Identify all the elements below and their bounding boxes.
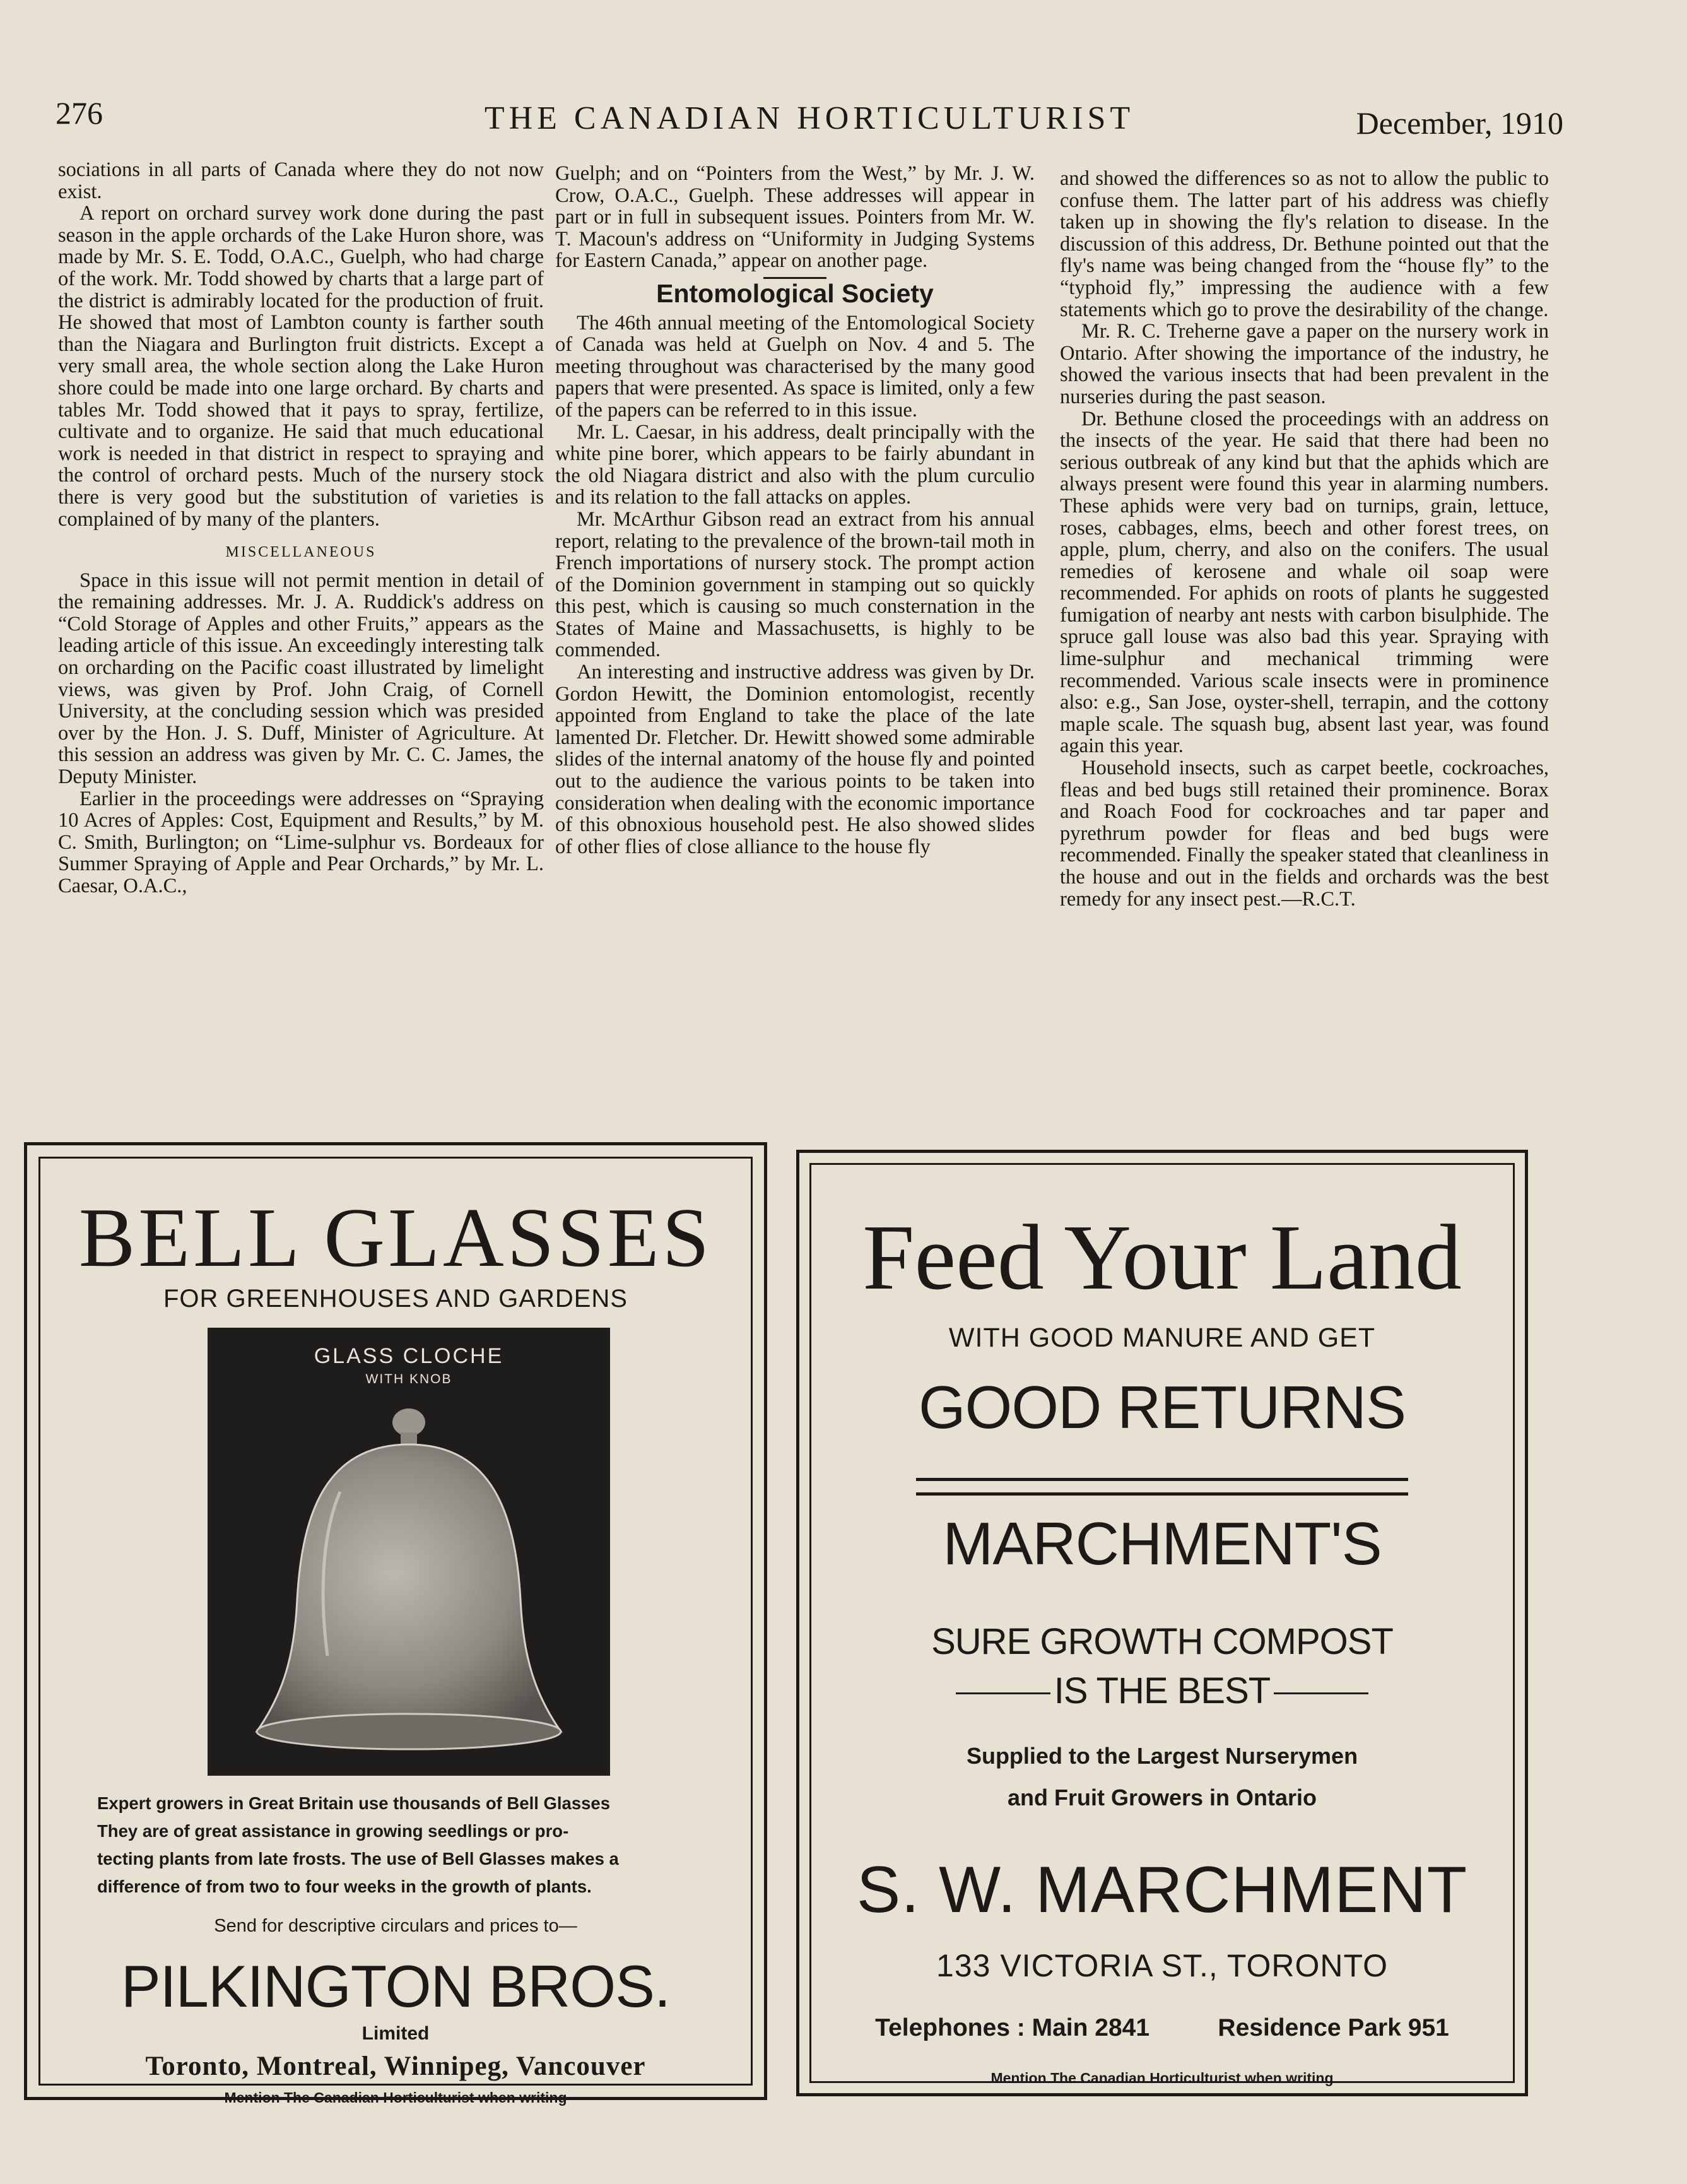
bell-glasses-advertisement — [24, 1142, 767, 2106]
advertiser-telephones: Telephones : Main 2841 Residence Park 951 — [875, 2014, 1449, 2041]
subheading-miscellaneous: MISCELLANEOUS — [225, 544, 377, 561]
paragraph: Guelph; and on “Pointers from the West,” by Mr. J. W. Crow, O.A.C., Guelph. These addresses will appear in part or in full in subsequent issues. Pointers from Mr. W. T. Macoun's address on “Uniformity in Judging Systems for Eastern Canada,” appear on another page. — [555, 162, 1035, 273]
advertiser-name: S. W. MARCHMENT — [856, 1853, 1468, 1927]
ad-headline: Feed Your Land — [862, 1206, 1462, 1309]
ad-mention-note: Mention The Canadian Horticulturist when writing — [224, 2089, 567, 2106]
product-claim — [811, 1670, 1513, 1712]
ad-subtitle: FOR GREENHOUSES AND GARDENS — [163, 1285, 628, 1313]
advertiser-name: PILKINGTON BROS. — [120, 1953, 671, 2019]
paragraph: Dr. Bethune closed the proceedings with an address on the insects of the year. He said that there had been no serious outbreak of any kind but that the aphids which are always present were found this year in alarming numbers. These aphids were very bad on turnips, grain, lettuce, roses, cabbages, elms, beech and other forest trees, on apple, plum, cherry, and also on the conifers. The usual remedies of kerosene and whale oil soap were recommended. For aphids on roots of plants he suggested fumigation of nearby ant nests with carbon bisulphide. The spruce gall louse was also bad this year. Spraying with lime-sulphur and mechanical trimming were recommended. Various scale insects were in prominence also: e.g., San Jose, oyster-shell, terrapin, and the cottony maple scale. The squash bug, absent last year, was found again this year. — [1060, 407, 1549, 758]
advertiser-cities: Toronto, Montreal, Winnipeg, Vancouver — [145, 2051, 646, 2081]
glass-cloche-photo — [208, 1328, 610, 1776]
article-column-1 — [58, 159, 544, 897]
marchment-compost-advertisement — [796, 1150, 1528, 2096]
ad-description-line: They are of great assistance in growing seedlings or pro- — [97, 1821, 569, 1841]
ad-inner-border — [809, 1163, 1515, 2086]
paragraph: Household insects, such as carpet beetle, cockroaches, fleas and bed bugs still retained their prominence. Borax and Roach Food for cockroaches and tar paper and pyrethrum powder for fleas and bed bugs were recommended. Finally the speaker stated that cleanliness in the house and out in the fields and orchards was the best remedy for any insect pest.—R.C.T. — [1060, 757, 1549, 911]
ad-tagline-bold: GOOD RETURNS — [918, 1374, 1406, 1441]
paragraph: Mr. L. Caesar, in his address, dealt principally with the white pine borer, which appears to be fairly abundant in the old Niagara district and also with the plum curculio and its relation to the fall attacks on apples. — [555, 420, 1035, 509]
ad-mention-note: Mention The Canadian Horticulturist when writing — [990, 2070, 1334, 2086]
ad-description-line: difference of from two to four weeks in the growth of plants. — [97, 1877, 592, 1896]
ad-description — [97, 1790, 694, 1901]
paragraph: sociations in all parts of Canada where they do not now exist. — [58, 158, 544, 203]
page-header — [56, 95, 1563, 151]
paragraph: Space in this issue will not permit mention in detail of the remaining addresses. Mr. J. A. Ruddick's address on “Cold Storage of Apples and other Fruits,” appears as the leading article of this issue. An exceedingly interesting talk on orcharding on the Pacific coast illustrated by limelight views, was given by Prof. John Craig, of Cornell University, at the concluding session which was presided over by the Hon. J. S. Duff, Minister of Agriculture. At this session an address was given by Mr. C. C. James, the Deputy Minister. — [58, 569, 544, 789]
advertiser-suffix: Limited — [362, 2023, 430, 2044]
section-title: Entomological Society — [656, 278, 934, 308]
advertiser-address: 133 VICTORIA ST., TORONTO — [936, 1948, 1388, 1983]
dash-rule — [956, 1692, 1050, 1694]
article-column-3 — [1060, 168, 1549, 910]
paragraph: Earlier in the proceedings were addresses on “Spraying 10 Acres of Apples: Cost, Equipment and Results,” by M. C. Smith, Burlington; on “Lime-sulphur vs. Bordeaux for Summer Spraying of Apple and Pear Orchards,” by Mr. L. Caesar, O.A.C., — [58, 787, 544, 897]
paragraph: and showed the differences so as not to allow the public to confuse them. The latter part of his address was chiefly taken up in showing the fly's relation to disease. In the discussion of this address, Dr. Bethune pointed out that the fly's name was being changed from the “house fly” to the “typhoid fly,” impressing the audience with a few statements which go to prove the desirability of the change. — [1060, 167, 1549, 321]
page-number: 276 — [56, 95, 103, 131]
double-rule — [916, 1478, 1408, 1496]
product-claim-text: IS THE BEST — [1054, 1670, 1271, 1711]
ad-description-line: Expert growers in Great Britain use thousands of Bell Glasses — [97, 1793, 611, 1813]
paragraph: Mr. McArthur Gibson read an extract from his annual report, relating to the prevalence of the brown-tail moth in French importations of nursery stock. The prompt action of the Dominion government in stamping out so quickly this pest, which is causing so much consternation in the States of Maine and Massachusetts, is highly to be commended. — [555, 507, 1035, 662]
ad-title: BELL GLASSES — [78, 1191, 713, 1284]
ad-inner-border — [38, 1157, 753, 2106]
photo-caption-sub: WITH KNOB — [365, 1372, 452, 1386]
product-name: SURE GROWTH COMPOST — [931, 1621, 1393, 1662]
publication-title: THE CANADIAN HORTICULTURIST — [484, 100, 1135, 136]
dash-rule — [1274, 1692, 1368, 1694]
paragraph: Mr. R. C. Treherne gave a paper on the nursery work in Ontario. After showing the importance of the industry, he showed the various insects that had been prevalent in the nurseries during the past season. — [1060, 320, 1549, 408]
article-column-2 — [555, 163, 1035, 858]
ad-supplied-line: and Fruit Growers in Ontario — [1007, 1785, 1317, 1810]
issue-date: December, 1910 — [1356, 105, 1563, 141]
ad-call-to-action: Send for descriptive circulars and prices to— — [214, 1916, 577, 1936]
brand-name: MARCHMENT'S — [943, 1510, 1382, 1578]
bell-glass-icon — [208, 1328, 610, 1776]
paragraph: A report on orchard survey work done during the past season in the apple orchards of the Lake Huron shore, was made by Mr. S. E. Todd, O.A.C., Guelph, who had charge of the work. Mr. Todd showed by charts that a large part of the district is admirably located for the production of fruit. He showed that most of Lambton county is farther south than the Niagara and Burlington fruit districts. Except a very small area, the whole section along the Lake Huron shore could be made into one large orchard. By charts and tables Mr. Todd showed that it pays to spray, fertilize, cultivate and to organize. He said that much educational work is needed in that district in respect to spraying and the control of orchard pests. Much of the nursery stock there is very good but the substitution of varieties is complained of by many of the planters. — [58, 202, 544, 531]
ad-description-line: tecting plants from late frosts. The use of Bell Glasses makes a — [97, 1849, 619, 1868]
paragraph: An interesting and instructive address was given by Dr. Gordon Hewitt, the Dominion entomologist, recently appointed from England to take the place of the late lamented Dr. Fletcher. Dr. Hewitt showed some admirable slides of the internal anatomy of the house fly and pointed out to the audience the various points to be taken into consideration when dealing with the economic importance of this obnoxious household pest. He also showed slides of other flies of close alliance to the house fly — [555, 661, 1035, 858]
paragraph: The 46th annual meeting of the Entomological Society of Canada was held at Guelph on Nov. 4 and 5. The meeting throughout was characterised by the many good papers that were presented. As space is limited, only a few of the papers can be referred to in this issue. — [555, 311, 1035, 422]
photo-caption: GLASS CLOCHE — [314, 1344, 504, 1368]
ad-supplied-line: Supplied to the Largest Nurserymen — [966, 1743, 1358, 1769]
ad-tagline: WITH GOOD MANURE AND GET — [948, 1323, 1376, 1353]
